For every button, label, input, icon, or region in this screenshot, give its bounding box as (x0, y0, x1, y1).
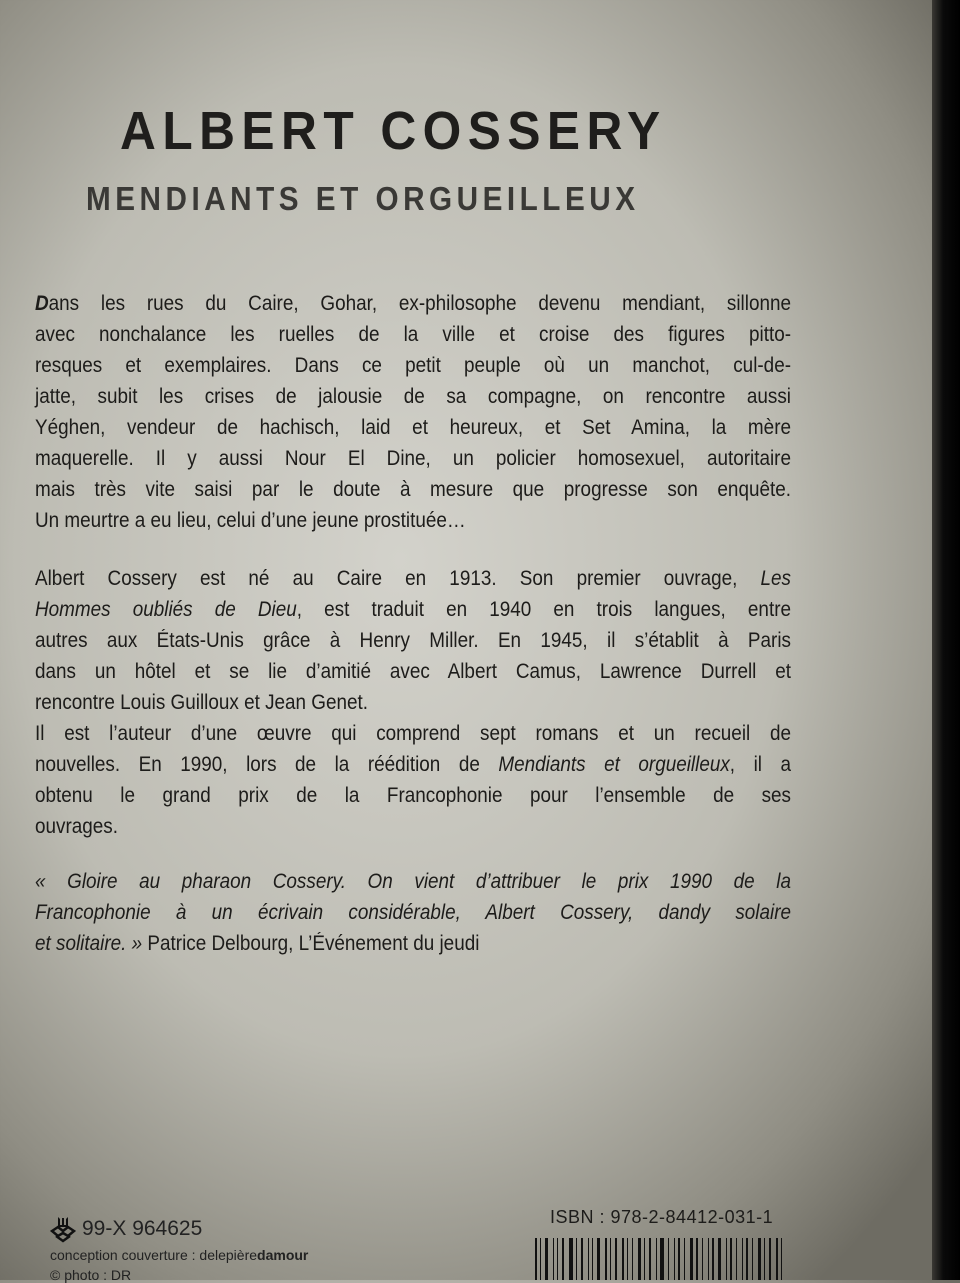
text-segment: avec nonchalance les ruelles de la ville et croise des figures pitto- (35, 323, 791, 346)
text-segment: Patrice Delbourg, L’Événement du jeudi (142, 932, 480, 955)
barcode-bar (696, 1238, 698, 1280)
photo-credit: © photo : DR (50, 1267, 132, 1283)
barcode-bar (553, 1238, 554, 1280)
text-segment: Mendiants et orgueilleux (498, 753, 730, 776)
barcode-bar (535, 1238, 537, 1280)
text-line (35, 687, 791, 718)
barcode-bar (684, 1238, 685, 1280)
text-segment: , il a (729, 753, 791, 776)
barcode-bar (718, 1238, 721, 1280)
text-line (35, 381, 791, 412)
barcode-bar (610, 1238, 611, 1280)
text-line (35, 928, 791, 959)
barcode-bar (597, 1238, 600, 1280)
barcode-bar (576, 1238, 577, 1280)
text-segment: maquerelle. Il y aussi Nour El Dine, un policier homosexuel, autoritaire (35, 447, 791, 470)
text-line (35, 443, 791, 474)
barcode-bar (726, 1238, 727, 1280)
synopsis-paragraph (35, 288, 791, 536)
text-line (35, 718, 791, 749)
barcode-bar (562, 1238, 564, 1280)
barcode-bar (638, 1238, 641, 1280)
text-segment: , est traduit en 1940 en trois langues, entre (296, 598, 791, 621)
text-segment: dans un hôtel et se lie d’amitié avec Albert Camus, Lawrence Durrell et (35, 660, 791, 683)
barcode-bar (605, 1238, 607, 1280)
book-title: MENDIANTS ET ORGUEILLEUX (86, 180, 640, 217)
author-name: ALBERT COSSERY (120, 101, 667, 161)
barcode-bar (656, 1238, 657, 1280)
text-segment: ans les rues du Caire, Gohar, ex-philosophe devenu mendiant, sillonne (48, 292, 792, 315)
text-segment: Les (760, 567, 791, 590)
barcode-bar (742, 1238, 743, 1280)
barcode-bar (592, 1238, 593, 1280)
text-line (35, 412, 791, 443)
text-line (35, 350, 791, 381)
text-segment: Francophonie à un écrivain considérable, Albert Cossery, dandy solaire (35, 901, 791, 924)
text-line (35, 749, 791, 780)
barcode-bar (730, 1238, 732, 1280)
text-segment: « Gloire au pharaon Cossery. On vient d’attribuer le prix 1990 de la (35, 870, 791, 893)
text-segment: mais très vite saisi par le doute à mesure que progresse son enquête. (35, 478, 791, 501)
text-segment: ouvrages. (35, 815, 119, 838)
barcode-bar (545, 1238, 548, 1280)
text-segment: autres aux États-Unis grâce à Henry Miller. En 1945, il s’établit à Paris (35, 629, 791, 652)
barcode-bar (702, 1238, 703, 1280)
barcode-bar (769, 1238, 771, 1280)
barcode-bar (746, 1238, 748, 1280)
barcode-bar (569, 1238, 573, 1280)
text-segment: Il est l’auteur d’une œuvre qui comprend sept romans et un recueil de (35, 722, 791, 745)
publisher-code: 99-X 964625 (82, 1217, 203, 1240)
barcode-bar (712, 1238, 714, 1280)
text-line (35, 897, 791, 928)
barcode (535, 1238, 785, 1280)
barcode-bar (764, 1238, 765, 1280)
text-segment: resques et exemplaires. Dans ce petit peuple où un manchot, cul-de- (35, 354, 791, 377)
publisher-info (50, 1215, 308, 1283)
text-line (35, 625, 791, 656)
text-segment: Hommes oubliés de Dieu (35, 598, 297, 621)
text-line (35, 811, 791, 842)
text-line (35, 474, 791, 505)
barcode-bar (758, 1238, 761, 1280)
text-line (35, 780, 791, 811)
barcode-bar (678, 1238, 680, 1280)
text-segment: Un meurtre a eu lieu, celui d’une jeune prostituée… (35, 509, 466, 532)
barcode-bar (781, 1238, 782, 1280)
barcode-bar (622, 1238, 624, 1280)
cover-credit (50, 1247, 308, 1263)
credit-studio: damour (257, 1247, 309, 1263)
barcode-bar (690, 1238, 693, 1280)
barcode-bar (752, 1238, 753, 1280)
text-segment: rencontre Louis Guilloux et Jean Genet. (35, 691, 369, 714)
barcode-bar (557, 1238, 558, 1280)
barcode-bar (674, 1238, 675, 1280)
publisher-logo-icon (50, 1215, 76, 1243)
barcode-bar (615, 1238, 617, 1280)
barcode-bar (668, 1238, 669, 1280)
text-segment: nouvelles. En 1990, lors de la réédition de (35, 753, 499, 776)
barcode-bar (632, 1238, 633, 1280)
biography-paragraph (35, 563, 791, 842)
text-segment: D (35, 292, 49, 315)
barcode-bar (540, 1238, 541, 1280)
text-segment: obtenu le grand prix de la Francophonie pour l’ensemble de ses (35, 784, 791, 807)
text-line (35, 319, 791, 350)
isbn: ISBN : 978-2-84412-031-1 (550, 1207, 774, 1227)
barcode-bar (581, 1238, 583, 1280)
barcode-bar (660, 1238, 664, 1280)
barcode-bar (776, 1238, 778, 1280)
barcode-bar (736, 1238, 737, 1280)
cover-edge-shadow (932, 0, 960, 1280)
text-segment: Yéghen, vendeur de hachisch, laid et heureux, et Set Amina, la mère (35, 416, 791, 439)
barcode-bar (644, 1238, 645, 1280)
text-line (35, 563, 791, 594)
text-line (35, 505, 791, 536)
barcode-bar (588, 1238, 589, 1280)
credit-text: conception couverture : delepière (50, 1247, 258, 1263)
text-line (35, 594, 791, 625)
text-segment: et solitaire. » (35, 932, 143, 955)
barcode-bar (708, 1238, 709, 1280)
text-line (35, 656, 791, 687)
press-quote (35, 866, 791, 959)
barcode-bar (649, 1238, 651, 1280)
text-segment: Albert Cossery est né au Caire en 1913. Son premier ouvrage, (35, 567, 761, 590)
text-line (35, 288, 791, 319)
barcode-bar (627, 1238, 628, 1280)
text-segment: jatte, subit les crises de jalousie de sa compagne, on rencontre aussi (35, 385, 791, 408)
text-line (35, 866, 791, 897)
